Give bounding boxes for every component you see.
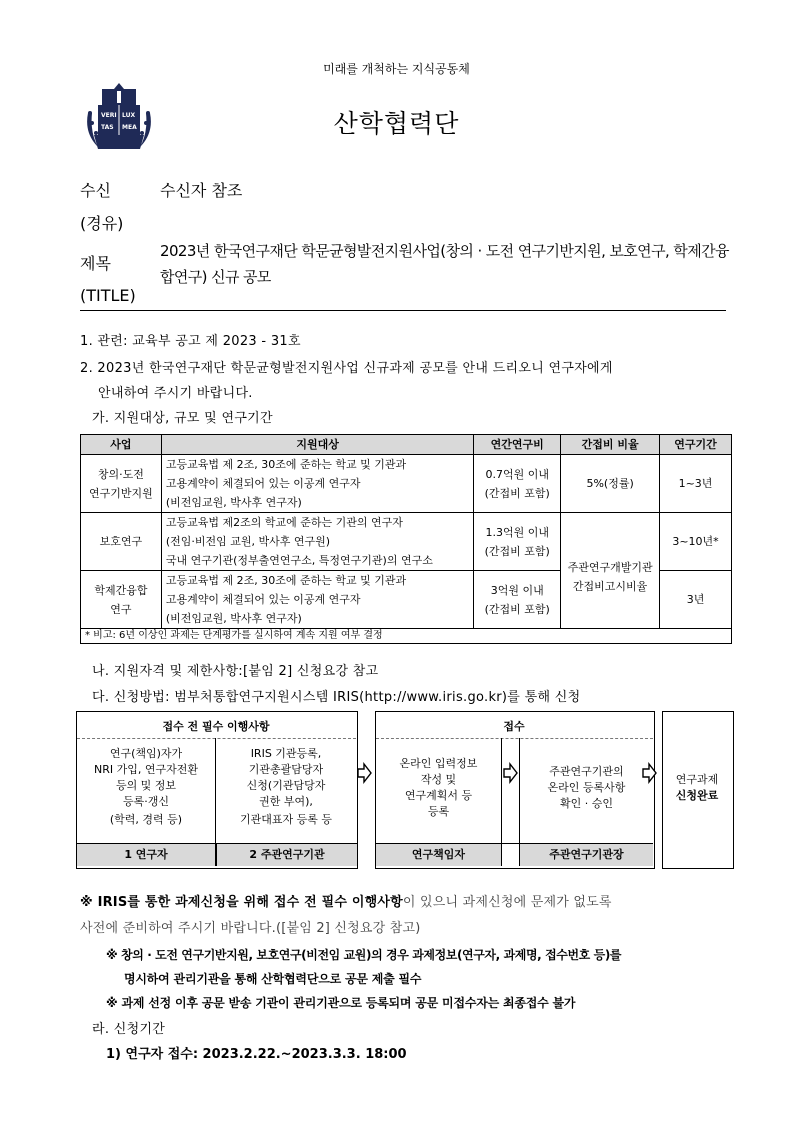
budget-value: 1.3억원 이내 <box>485 525 549 539</box>
program-name: 학제간융합 <box>94 583 148 597</box>
period-value: 1~3년 <box>660 455 732 513</box>
table-row <box>81 513 732 571</box>
submission-title: 접수 <box>503 720 525 733</box>
approval-footer: 주관연구기관장 <box>520 843 653 866</box>
budget-note: (간접비 포함) <box>484 544 550 558</box>
arrow-right-icon <box>641 762 657 784</box>
header-divider <box>80 310 726 311</box>
indirect-rate: 주관연구개발기관 <box>567 560 653 574</box>
program-name: 창의·도전 <box>97 467 144 481</box>
budget-note: (간접비 포함) <box>484 486 550 500</box>
dashed-divider <box>376 738 653 739</box>
target-line: (비전임교원, 박사후 연구자) <box>165 612 302 625</box>
sub-ga: 가. 지원대상, 규모 및 연구기간 <box>92 411 273 426</box>
item-2-line1: 2. 2023년 한국연구재단 학문균형발전지원사업 신규과제 공모를 안내 드리오니 연구자에게 <box>80 361 613 376</box>
target-line: 고등교육법 제 2조, 30조에 준하는 학교 및 기관과 <box>165 458 407 471</box>
online-footer: 연구책임자 <box>376 843 501 866</box>
researcher-steps: 연구(책임)자가 NRI 가입, 연구자전환 등의 및 정보 등록·갱신 (학력, 경력 등) <box>94 747 198 826</box>
sub-da: 다. 신청방법: 범부처통합연구지원시스템 IRIS(http://www.iris.go.kr)를 통해 신청 <box>92 690 581 705</box>
arrow-right-icon <box>502 762 518 784</box>
notice-main-line2: 사전에 준비하여 주시기 바랍니다.([붙임 2] 신청요강 참고) <box>80 921 421 936</box>
notice-1-line2: 명시하여 관리기관을 통해 산학협력단으로 공문 제출 필수 <box>124 972 422 986</box>
recipient-label: 수신 <box>80 181 111 200</box>
target-line: 고용계약이 체결되어 있는 이공계 연구자 <box>165 477 361 490</box>
sub-ra: 라. 신청기간 <box>92 1022 166 1037</box>
sub-na: 나. 지원자격 및 제한사항:[붙임 2] 신청요강 참고 <box>92 664 379 679</box>
col-header-indirect: 간접비 비율 <box>561 435 660 455</box>
via-label: (경유) <box>80 214 124 233</box>
table-row <box>81 455 732 513</box>
period-value: 3~10년* <box>660 513 732 571</box>
completion-text: 연구과제 신청완료 <box>675 773 719 802</box>
institution-steps: IRIS 기관등록, 기관총괄담당자 신청(기관담당자 권한 부여), 기관대표자 등록 등 <box>239 747 332 826</box>
program-name: 보호연구 <box>81 513 162 571</box>
logo-lux: LUX <box>122 112 136 119</box>
item-1: 1. 관련: 교육부 공고 제 2023 - 31호 <box>80 334 301 349</box>
col-header-budget: 연간연구비 <box>474 435 561 455</box>
indirect-rate: 간접비고시비율 <box>572 579 648 593</box>
logo-mea: MEA <box>122 124 137 131</box>
notice-main: ※ IRIS를 통한 과제신청을 위해 접수 전 필수 이행사항이 있으니 과제신청에 문제가 없도록 <box>80 895 612 910</box>
institution-footer: 2 주관연구기관 <box>216 843 357 866</box>
table-note: * 비고: 6년 이상인 과제는 단계평가를 실시하여 계속 지원 여부 결정 <box>81 629 732 644</box>
notice-2: ※ 과제 선정 이후 공문 받송 기관이 관리기관으로 등록되며 공문 미접수자는 최종접수 불가 <box>106 996 576 1010</box>
program-name: 연구 <box>110 602 132 616</box>
subject-value: 2023년 한국연구재단 학문균형발전지원사업(창의 · 도전 연구기반지원, 보호연구, 학제간융합연구) 신규 공모 <box>160 242 729 286</box>
online-entry-steps: 온라인 입력정보 작성 및 연구계획서 등 등록 <box>399 757 478 818</box>
budget-value: 3억원 이내 <box>490 583 544 597</box>
period-value: 3년 <box>660 571 732 629</box>
col-header-target: 지원대상 <box>161 435 473 455</box>
footer-gap <box>502 843 519 867</box>
budget-value: 0.7억원 이내 <box>485 467 549 481</box>
target-line: (전임·비전임 교원, 박사후 연구원) <box>165 535 331 548</box>
indirect-rate: 5%(정률) <box>561 455 660 513</box>
support-table <box>80 434 732 644</box>
notice-1-line1: ※ 창의 · 도전 연구기반지원, 보호연구(비전임 교원)의 경우 과제정보(연구자, 과제명, 접수번호 등)를 <box>106 948 622 962</box>
target-line: 국내 연구기관(정부출연연구소, 특정연구기관)의 연구소 <box>165 554 433 567</box>
program-name: 연구기반지원 <box>89 486 153 500</box>
budget-note: (간접비 포함) <box>484 602 550 616</box>
col-header-program: 사업 <box>81 435 162 455</box>
motto: 미래를 개척하는 지식공동체 <box>323 62 470 76</box>
org-name: 산학협력단 <box>333 109 460 138</box>
recipient-value: 수신자 참조 <box>160 181 243 200</box>
dashed-divider <box>77 738 356 739</box>
item-2-line2: 안내하여 주시기 바랍니다. <box>98 386 253 401</box>
approval-steps: 주관연구기관의 온라인 등록사항 확인 · 승인 <box>547 765 626 810</box>
target-line: 고등교육법 제 2조, 30조에 준하는 학교 및 기관과 <box>165 574 407 587</box>
logo-tas: TAS <box>101 124 114 131</box>
title-label: (TITLE) <box>80 286 136 305</box>
period-researcher: 1) 연구자 접수: 2023.2.22.~2023.3.3. 18:00 <box>106 1047 407 1062</box>
col-header-period: 연구기간 <box>660 435 732 455</box>
logo-veri: VERI <box>101 112 117 119</box>
arrow-right-icon <box>356 762 372 784</box>
target-line: (비전임교원, 박사후 연구자) <box>165 496 302 509</box>
target-line: 고등교육법 제2조의 학교에 준하는 기관의 연구자 <box>165 516 403 529</box>
target-line: 고용계약이 체결되어 있는 이공계 연구자 <box>165 593 361 606</box>
researcher-footer: 1 연구자 <box>77 843 215 866</box>
subject-label: 제목 <box>80 254 111 273</box>
pre-requirements-title: 접수 전 필수 이행사항 <box>162 720 270 733</box>
